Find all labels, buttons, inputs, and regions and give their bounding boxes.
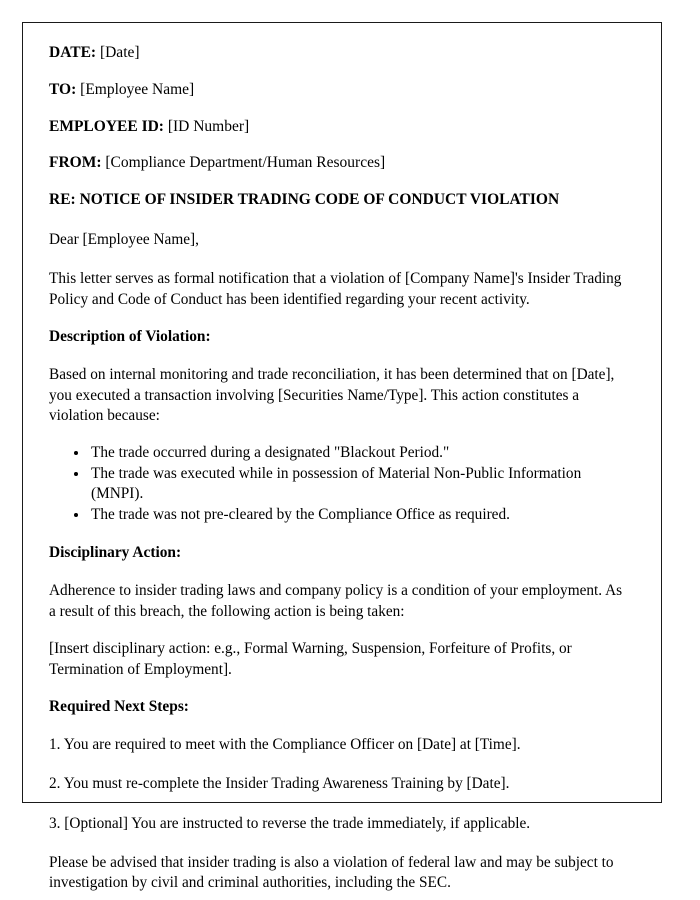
header-field-from [49,153,630,173]
intro-paragraph: This letter serves as formal notification that a violation of [Company Name]'s Insider Trading Policy and Code of Conduct has been identified regarding your recent activity. [49,270,622,308]
salutation: Dear [Employee Name], [49,231,199,249]
header-field-employee-id-value: [ID Number] [167,117,250,135]
list-item: • The trade occurred during a designated "Blackout Period." [89,443,630,464]
header-field-date-value: [Date] [99,44,140,61]
header-field-from-label: FROM: [49,154,102,172]
list-item: • The trade was executed while in possession of Material Non-Public Information (MNPI). [89,464,630,505]
violation-reason-list [49,443,630,525]
closing-paragraph: Please be advised that insider trading is also a violation of federal law and may be subject to investigation by civil and criminal authorities, including the SEC. [49,853,614,892]
list-item: • The trade was not pre-cleared by the Compliance Office as required. [89,505,630,526]
violation-paragraph: Based on internal monitoring and trade reconciliation, it has been determined that on [Date], you executed a transaction involving [Securities Name/Type]. This action constitutes a violation because: [49,366,615,424]
document-page [22,22,662,892]
next-step-item-3: 3. [Optional] You are instructed to reverse the trade immediately, if applicable. [49,814,531,832]
header-field-date [49,43,630,63]
next-step-item-2: 2. You must re-complete the Insider Trading Awareness Training by [Date]. [49,775,510,793]
disciplinary-section-heading: Disciplinary Action: [49,544,182,562]
header-field-to-label: TO: [49,80,77,98]
header-field-to [49,80,630,100]
next-step-item-1: 1. You are required to meet with the Compliance Officer on [Date] at [Time]. [49,735,521,753]
header-field-date-label: DATE: [49,44,97,61]
next-steps-section-heading: Required Next Steps: [49,697,189,715]
document-subject-line: RE: NOTICE OF INSIDER TRADING CODE OF CONDUCT VIOLATION [49,191,560,209]
disciplinary-action-placeholder: [Insert disciplinary action: e.g., Formal Warning, Suspension, Forfeiture of Profits, or Termination of Employment]. [49,640,572,678]
disciplinary-paragraph: Adherence to insider trading laws and company policy is a condition of your employment. As a result of this breach, the following action is being taken: [49,582,623,620]
header-field-employee-id [49,117,630,137]
document-body [23,23,661,894]
violation-section-heading: Description of Violation: [49,328,211,346]
header-field-employee-id-label: EMPLOYEE ID: [49,117,164,135]
header-field-to-value: [Employee Name] [80,80,195,98]
header-field-from-value: [Compliance Department/Human Resources] [105,154,386,172]
